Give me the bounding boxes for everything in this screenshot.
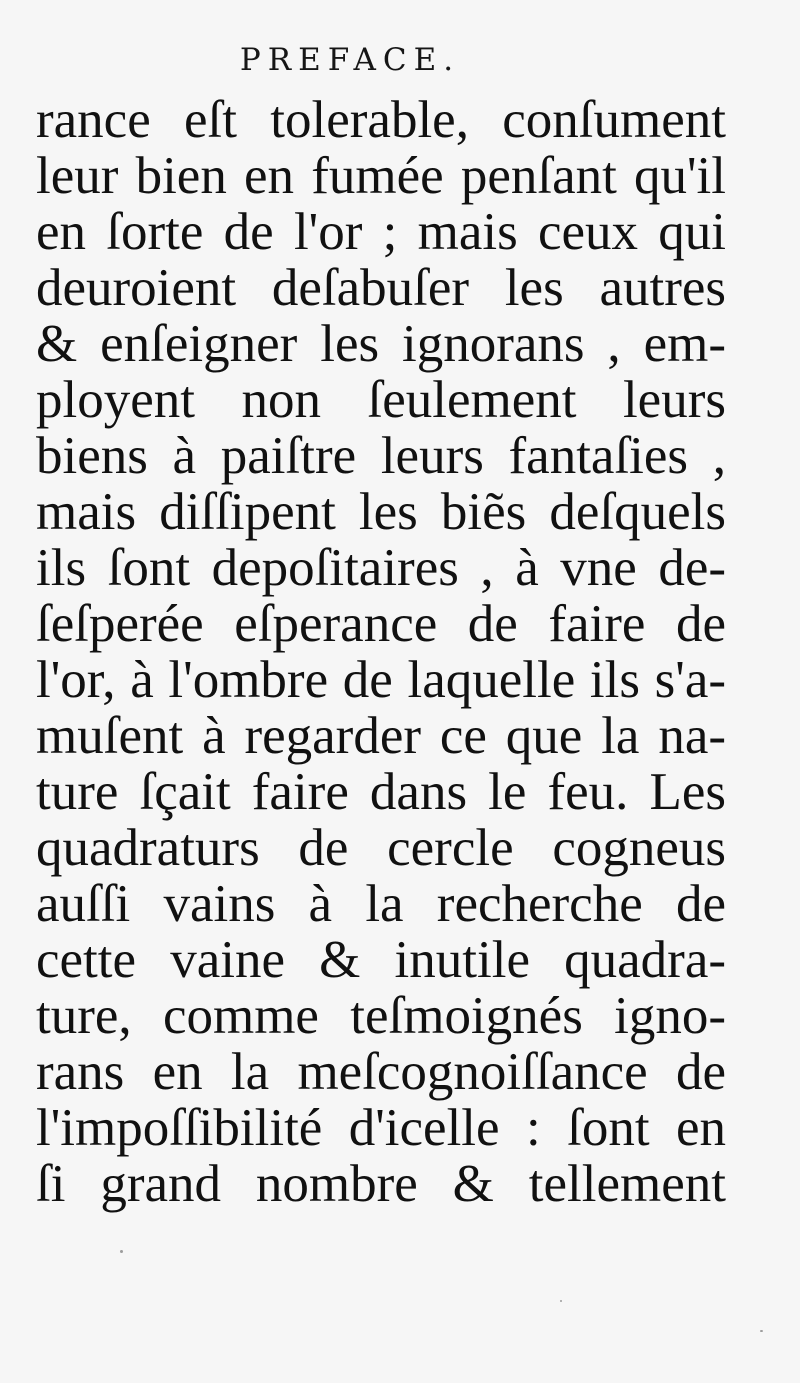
text-line: biens à paiſtre leurs fantaſies , [36,427,726,485]
paper-speck [120,1250,123,1253]
text-line: deuroient deſabuſer les autres [36,259,726,317]
text-line: ils ſont depoſitaires , à vne de- [36,539,726,597]
text-line: ture ſçait faire dans le feu. Les [36,763,726,821]
text-line: leur bien en fumée penſant qu'il [36,147,726,205]
body-text [36,92,726,1212]
running-head: PREFACE. [239,42,461,78]
text-line: & enſeigner les ignorans , em- [36,315,726,373]
text-line: ſi grand nombre & tellement [36,1155,726,1213]
text-line: ployent non ſeulement leurs [36,371,726,429]
text-line: ture, comme teſmoignés igno- [36,987,726,1045]
text-line: rance eſt tolerable, conſument [36,91,726,149]
text-line: l'impoſſibilité d'icelle : ſont en [36,1099,726,1157]
paper-speck [560,1300,562,1302]
text-line: l'or, à l'ombre de laquelle ils s'a- [36,651,726,709]
text-line: mais diſſipent les biẽs deſquels [36,483,726,541]
paper-speck [760,1330,763,1332]
text-line: en ſorte de l'or ; mais ceux qui [36,203,726,261]
text-line: rans en la meſcognoiſſance de [36,1043,726,1101]
text-line: muſent à regarder ce que la na- [36,707,726,765]
text-line: auſſi vains à la recherche de [36,875,726,933]
text-line: quadraturs de cercle cogneus [36,819,726,877]
text-line: ſeſperée eſperance de faire de [36,595,726,653]
text-line: cette vaine & inutile quadra- [36,931,726,989]
